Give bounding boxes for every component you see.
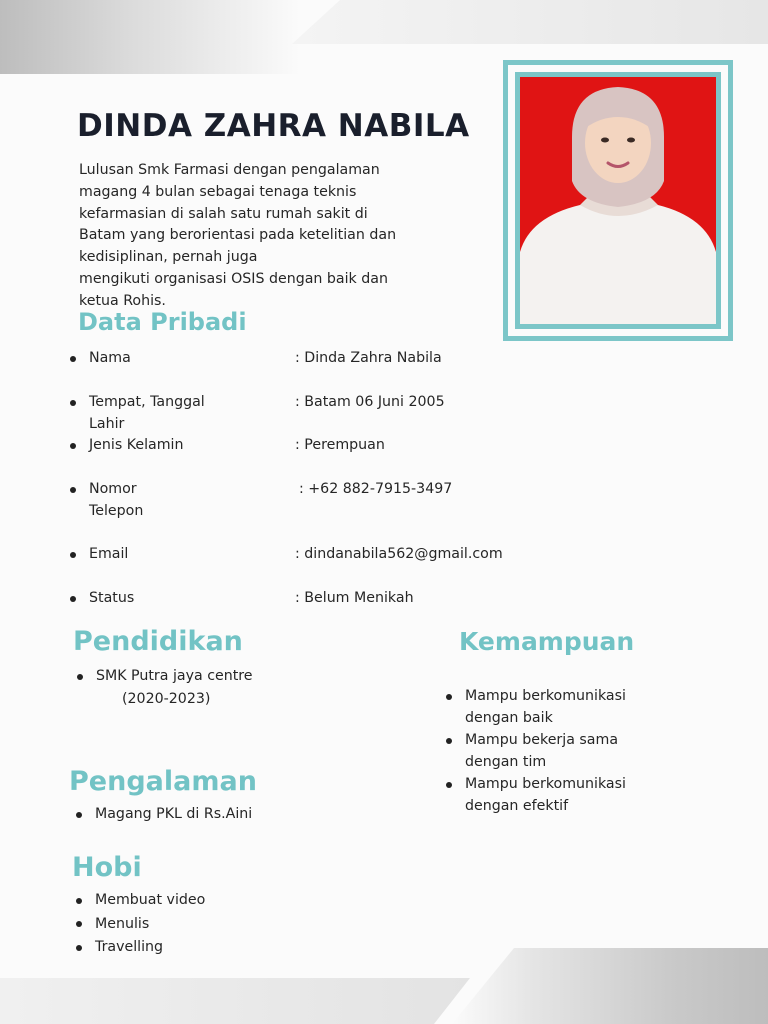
field-label: Email	[89, 546, 129, 562]
field-label: Tempat, Tanggal Lahir	[89, 394, 205, 432]
bullet-dot	[70, 443, 76, 449]
skill-text: dengan efektif	[465, 798, 569, 814]
corner-decoration-top-left	[0, 0, 300, 74]
skill-item	[446, 729, 676, 773]
profile-photo	[515, 72, 721, 329]
bullet-dot	[446, 782, 452, 788]
section-title-data-pribadi: Data Pribadi	[78, 308, 247, 336]
skill-text: dengan tim	[465, 754, 547, 770]
summary-line: Lulusan Smk Farmasi dengan pengalaman	[79, 162, 380, 178]
corner-decoration-bottom-left	[0, 978, 470, 1024]
section-title-pengalaman: Pengalaman	[69, 766, 257, 797]
bullet-dot	[446, 694, 452, 700]
summary-line: Batam yang berorientasi pada ketelitian dan	[79, 227, 397, 244]
field-label: Status	[89, 590, 135, 606]
skill-text: Mampu bekerja sama	[465, 732, 619, 748]
bullet-dot	[76, 921, 82, 927]
field-value: : Belum Menikah	[295, 590, 414, 606]
summary-line: kedisiplinan, pernah juga	[79, 249, 258, 266]
full-name-heading: DINDA ZAHRA NABILA	[77, 108, 470, 144]
bullet-dot	[70, 552, 76, 558]
skill-item	[446, 773, 676, 817]
skill-item	[446, 685, 676, 729]
education-list	[77, 665, 377, 710]
education-item	[77, 665, 377, 710]
profile-summary	[79, 160, 479, 313]
section-title-pendidikan: Pendidikan	[73, 626, 243, 657]
hobby-text: Membuat video	[95, 892, 206, 908]
bullet-dot	[70, 596, 76, 602]
hobby-item	[76, 889, 376, 913]
bullet-dot	[446, 738, 452, 744]
bullet-dot	[70, 400, 76, 406]
portrait-illustration	[520, 77, 716, 324]
field-value: : Dinda Zahra Nabila	[295, 350, 442, 366]
profile-photo-frame	[503, 60, 733, 341]
section-title-kemampuan: Kemampuan	[459, 627, 635, 656]
field-value: : Batam 06 Juni 2005	[295, 394, 445, 410]
field-label: Nomor Telepon	[89, 481, 144, 519]
skill-text: dengan baik	[465, 710, 553, 726]
school-name: SMK Putra jaya centre	[96, 668, 253, 684]
summary-line: magang 4 bulan sebagai tenaga teknis	[79, 183, 357, 200]
corner-decoration-top-right	[292, 0, 768, 44]
skill-text: Mampu berkomunikasi	[465, 688, 626, 704]
bullet-dot	[76, 812, 82, 818]
school-years: (2020-2023)	[122, 690, 211, 707]
summary-line: ketua Rohis.	[79, 292, 166, 309]
experience-item	[76, 803, 376, 826]
field-label: Jenis Kelamin	[89, 437, 184, 453]
summary-line: mengikuti organisasi OSIS dengan baik dan	[79, 270, 388, 287]
hobby-item	[76, 936, 376, 960]
bullet-dot	[76, 898, 82, 904]
experience-list	[76, 803, 376, 826]
field-label: Nama	[89, 350, 131, 366]
section-title-hobi: Hobi	[72, 852, 142, 883]
bullet-dot	[76, 945, 82, 951]
hobby-item	[76, 913, 376, 937]
skills-list	[446, 685, 676, 817]
hobby-text: Menulis	[95, 915, 150, 932]
skill-text: Mampu berkomunikasi	[465, 776, 626, 792]
hobby-list	[76, 889, 376, 960]
corner-decoration-bottom-right	[452, 948, 768, 1024]
summary-line: kefarmasian di salah satu rumah sakit di	[79, 205, 368, 222]
experience-text: Magang PKL di Rs.Aini	[95, 806, 253, 822]
field-value: : +62 882-7915-3497	[299, 481, 453, 497]
field-value: : Perempuan	[295, 437, 385, 453]
field-value: : dindanabila562@gmail.com	[295, 546, 503, 562]
hobby-text: Travelling	[95, 939, 164, 955]
bullet-dot	[70, 487, 76, 493]
bullet-dot	[77, 674, 83, 680]
bullet-dot	[70, 356, 76, 362]
